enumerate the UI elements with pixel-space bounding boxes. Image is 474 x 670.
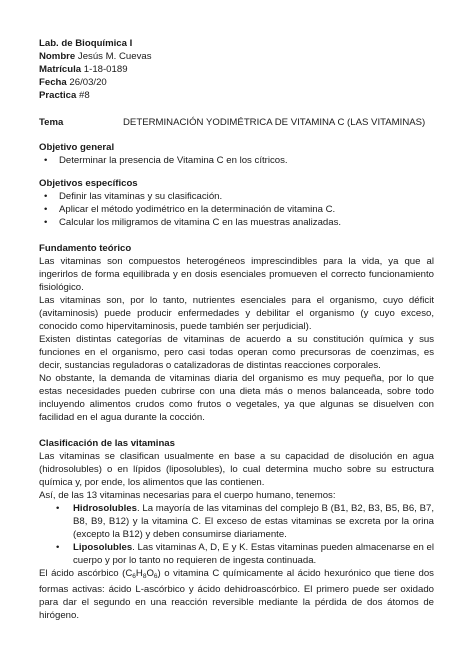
practica-label: Practica <box>39 90 77 101</box>
list-item: • Determinar la presencia de Vitamina C en los cítricos. <box>39 154 434 167</box>
term-liposolubles: Liposolubles <box>73 542 133 553</box>
matricula-label: Matrícula <box>39 64 82 75</box>
list-item: • Definir las vitaminas y su clasificación. <box>39 190 434 203</box>
tema-label: Tema <box>39 117 64 128</box>
fundamento-paragraph-1: Las vitaminas son compuestos heterogéneos imprescindibles para la vida, ya que al ingerirlos de forma equilibrada y en dosis esenciales promueven el correcto funcionamiento fisiológico. <box>39 256 434 293</box>
objetivos-especificos-title: Objetivos específicos <box>39 178 138 189</box>
nombre-line <box>39 50 434 63</box>
tema-text: DETERMINACIÓN YODIMÉTRICA DE VITAMINA C (LAS VITAMINAS) <box>123 117 426 128</box>
fecha-value: 26/03/20 <box>66 77 107 88</box>
list-item-hidrosolubles: • Hidrosolubles. La mayoría de las vitaminas del complejo B (B1, B2, B3, B5, B6, B7, B8, B9, B12) y la vitamina C. El exceso de estas vitaminas se excreta por la orina (excepto la B12) y deben consumirse diariamente. <box>39 502 434 541</box>
practica-value: #8 <box>76 90 90 101</box>
fundamento-paragraph-3: Existen distintas categorías de vitaminas de acuerdo a su constitución química y sus funciones en el organismo, pero casi todas operan como precursoras de coenzimas, es decir, sustancias reguladoras o catalizadoras de distintas reacciones corporales. <box>39 334 434 371</box>
term-hidrosolubles: Hidrosolubles <box>73 503 137 514</box>
objetivos-especificos-list <box>39 190 434 229</box>
header-block <box>39 37 434 102</box>
objetivo-general-title: Objetivo general <box>39 142 115 153</box>
fecha-label: Fecha <box>39 77 67 88</box>
list-item: • Aplicar el método yodimétrico en la determinación de vitamina C. <box>39 203 434 216</box>
objetivo-general-list <box>39 154 434 167</box>
lab-line: Lab. de Bioquímica I <box>39 38 133 49</box>
matricula-line <box>39 63 434 76</box>
list-item: • Calcular los miligramos de vitamina C en las muestras analizadas. <box>39 216 434 229</box>
nombre-label: Nombre <box>39 51 76 62</box>
clasificacion-lead: Así, de las 13 vitaminas necesarias para el cuerpo humano, tenemos: <box>39 490 336 501</box>
list-item-liposolubles: • Liposolubles. Las vitaminas A, D, E y K. Estas vitaminas pueden almacenarse en el cuerpo y por lo tanto no requieren de ingesta continuada. <box>39 541 434 567</box>
nombre-value: Jesús M. Cuevas <box>75 51 152 62</box>
matricula-value: 1-18-0189 <box>81 64 128 75</box>
fundamento-title: Fundamento teórico <box>39 243 132 254</box>
clasificacion-list <box>39 502 434 567</box>
fundamento-paragraph-4: No obstante, la demanda de vitaminas diaria del organismo es muy pequeña, por lo que estas necesidades pueden cubrirse con una dieta más o menos balanceada, sobre todo incluyendo alimentos crudos como frutos o vegetales, ya que algunas se disuelven con facilidad en el agua durante la cocción. <box>39 373 434 423</box>
fecha-line <box>39 76 434 89</box>
tema-row <box>39 116 434 129</box>
acido-ascorbico-paragraph: El ácido ascórbico $(C_6H_8O_6)$ o vitamina C químicamente al ácido hexurónico que tiene dos formas activas: ácido L-ascórbico y ácido dehidroascórbico. El primero puede ser oxidado para dar el segundo en una reacción reversible mediante la pérdida de dos átomos de hirógeno. <box>39 568 434 621</box>
clasificacion-title: Clasificación de las vitaminas <box>39 438 175 449</box>
clasificacion-intro: Las vitaminas se clasifican usualmente en base a su capacidad de disolución en agua (hidrosolubles) o en lípidos (liposolubles), lo cual determina mucho sobre su estructura química y, por ende, los alimentos que las contienen. <box>39 451 434 488</box>
practica-line <box>39 89 434 102</box>
fundamento-paragraph-2: Las vitaminas son, por lo tanto, nutrientes esenciales para el organismo, cuyo déficit (avitaminosis) puede producir enfermedades y debilitar el organismo (y cuyo exceso, conocido como hipervitaminosis, puede también ser perjudicial). <box>39 295 434 332</box>
